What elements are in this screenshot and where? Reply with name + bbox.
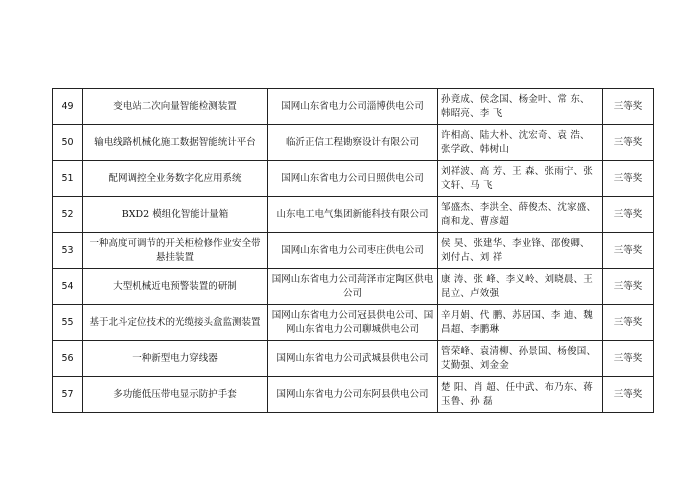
project-title: 输电线路机械化施工数据智能统计平台: [83, 125, 268, 161]
participants: 侯 昊、张建华、李业锋、邵俊卿、刘付占、刘 祥: [438, 233, 603, 269]
organization: 国网山东省电力公司武城县供电公司: [268, 341, 438, 377]
table-row: [53, 377, 654, 413]
table-row: [53, 305, 654, 341]
project-title: 大型机械近电预警装置的研制: [83, 269, 268, 305]
award-level: 三等奖: [603, 305, 654, 341]
award-level: 三等奖: [603, 125, 654, 161]
organization: 临沂正信工程勘察设计有限公司: [268, 125, 438, 161]
project-title: 多功能低压带电显示防护手套: [83, 377, 268, 413]
award-level: 三等奖: [603, 161, 654, 197]
row-number: 53: [53, 233, 83, 269]
organization: 国网山东省电力公司日照供电公司: [268, 161, 438, 197]
participants: 许相高、陆大朴、沈宏奇、袁 浩、张学政、韩树山: [438, 125, 603, 161]
project-title: 配网调控全业务数字化应用系统: [83, 161, 268, 197]
row-number: 50: [53, 125, 83, 161]
participants: 孙竟成、侯念国、杨金叶、常 东、韩昭亮、李 飞: [438, 89, 603, 125]
organization: 国网山东省电力公司菏泽市定陶区供电公司: [268, 269, 438, 305]
project-title: BXD2 模组化智能计量箱: [83, 197, 268, 233]
award-level: 三等奖: [603, 269, 654, 305]
organization: 国网山东省电力公司淄博供电公司: [268, 89, 438, 125]
row-number: 52: [53, 197, 83, 233]
row-number: 56: [53, 341, 83, 377]
awards-table: [52, 88, 654, 413]
table-row: [53, 269, 654, 305]
award-level: 三等奖: [603, 197, 654, 233]
project-title: 一种新型电力穿线器: [83, 341, 268, 377]
row-number: 49: [53, 89, 83, 125]
row-number: 51: [53, 161, 83, 197]
table-row: [53, 233, 654, 269]
table-row: [53, 341, 654, 377]
participants: 邹盛杰、李洪全、薛俊杰、沈家盛、商和龙、曹彦超: [438, 197, 603, 233]
award-level: 三等奖: [603, 89, 654, 125]
award-level: 三等奖: [603, 233, 654, 269]
award-level: 三等奖: [603, 341, 654, 377]
table-row: [53, 197, 654, 233]
participants: 辛月娟、代 鹏、苏居国、李 迪、魏昌超、李鹏琳: [438, 305, 603, 341]
participants: 管荣峰、袁清柳、孙景国、杨俊国、艾勤强、刘金金: [438, 341, 603, 377]
project-title: 一种高度可调节的开关柜检修作业安全带悬挂装置: [83, 233, 268, 269]
row-number: 55: [53, 305, 83, 341]
table-row: [53, 125, 654, 161]
organization: 山东电工电气集团新能科技有限公司: [268, 197, 438, 233]
table-row: [53, 161, 654, 197]
project-title: 变电站二次向量智能检测装置: [83, 89, 268, 125]
participants: 楚 阳、肖 超、任中武、布乃东、蒋玉鲁、孙 磊: [438, 377, 603, 413]
project-title: 基于北斗定位技术的光缆接头盒监测装置: [83, 305, 268, 341]
row-number: 57: [53, 377, 83, 413]
table-row: [53, 89, 654, 125]
participants: 康 涛、张 峰、李义岭、刘晓晨、王昆立、卢效强: [438, 269, 603, 305]
organization: 国网山东省电力公司东阿县供电公司: [268, 377, 438, 413]
award-level: 三等奖: [603, 377, 654, 413]
organization: 国网山东省电力公司枣庄供电公司: [268, 233, 438, 269]
row-number: 54: [53, 269, 83, 305]
participants: 刘祥波、高 芳、王 森、张雨宁、张文轩、马 飞: [438, 161, 603, 197]
organization: 国网山东省电力公司冠县供电公司、国网山东省电力公司聊城供电公司: [268, 305, 438, 341]
